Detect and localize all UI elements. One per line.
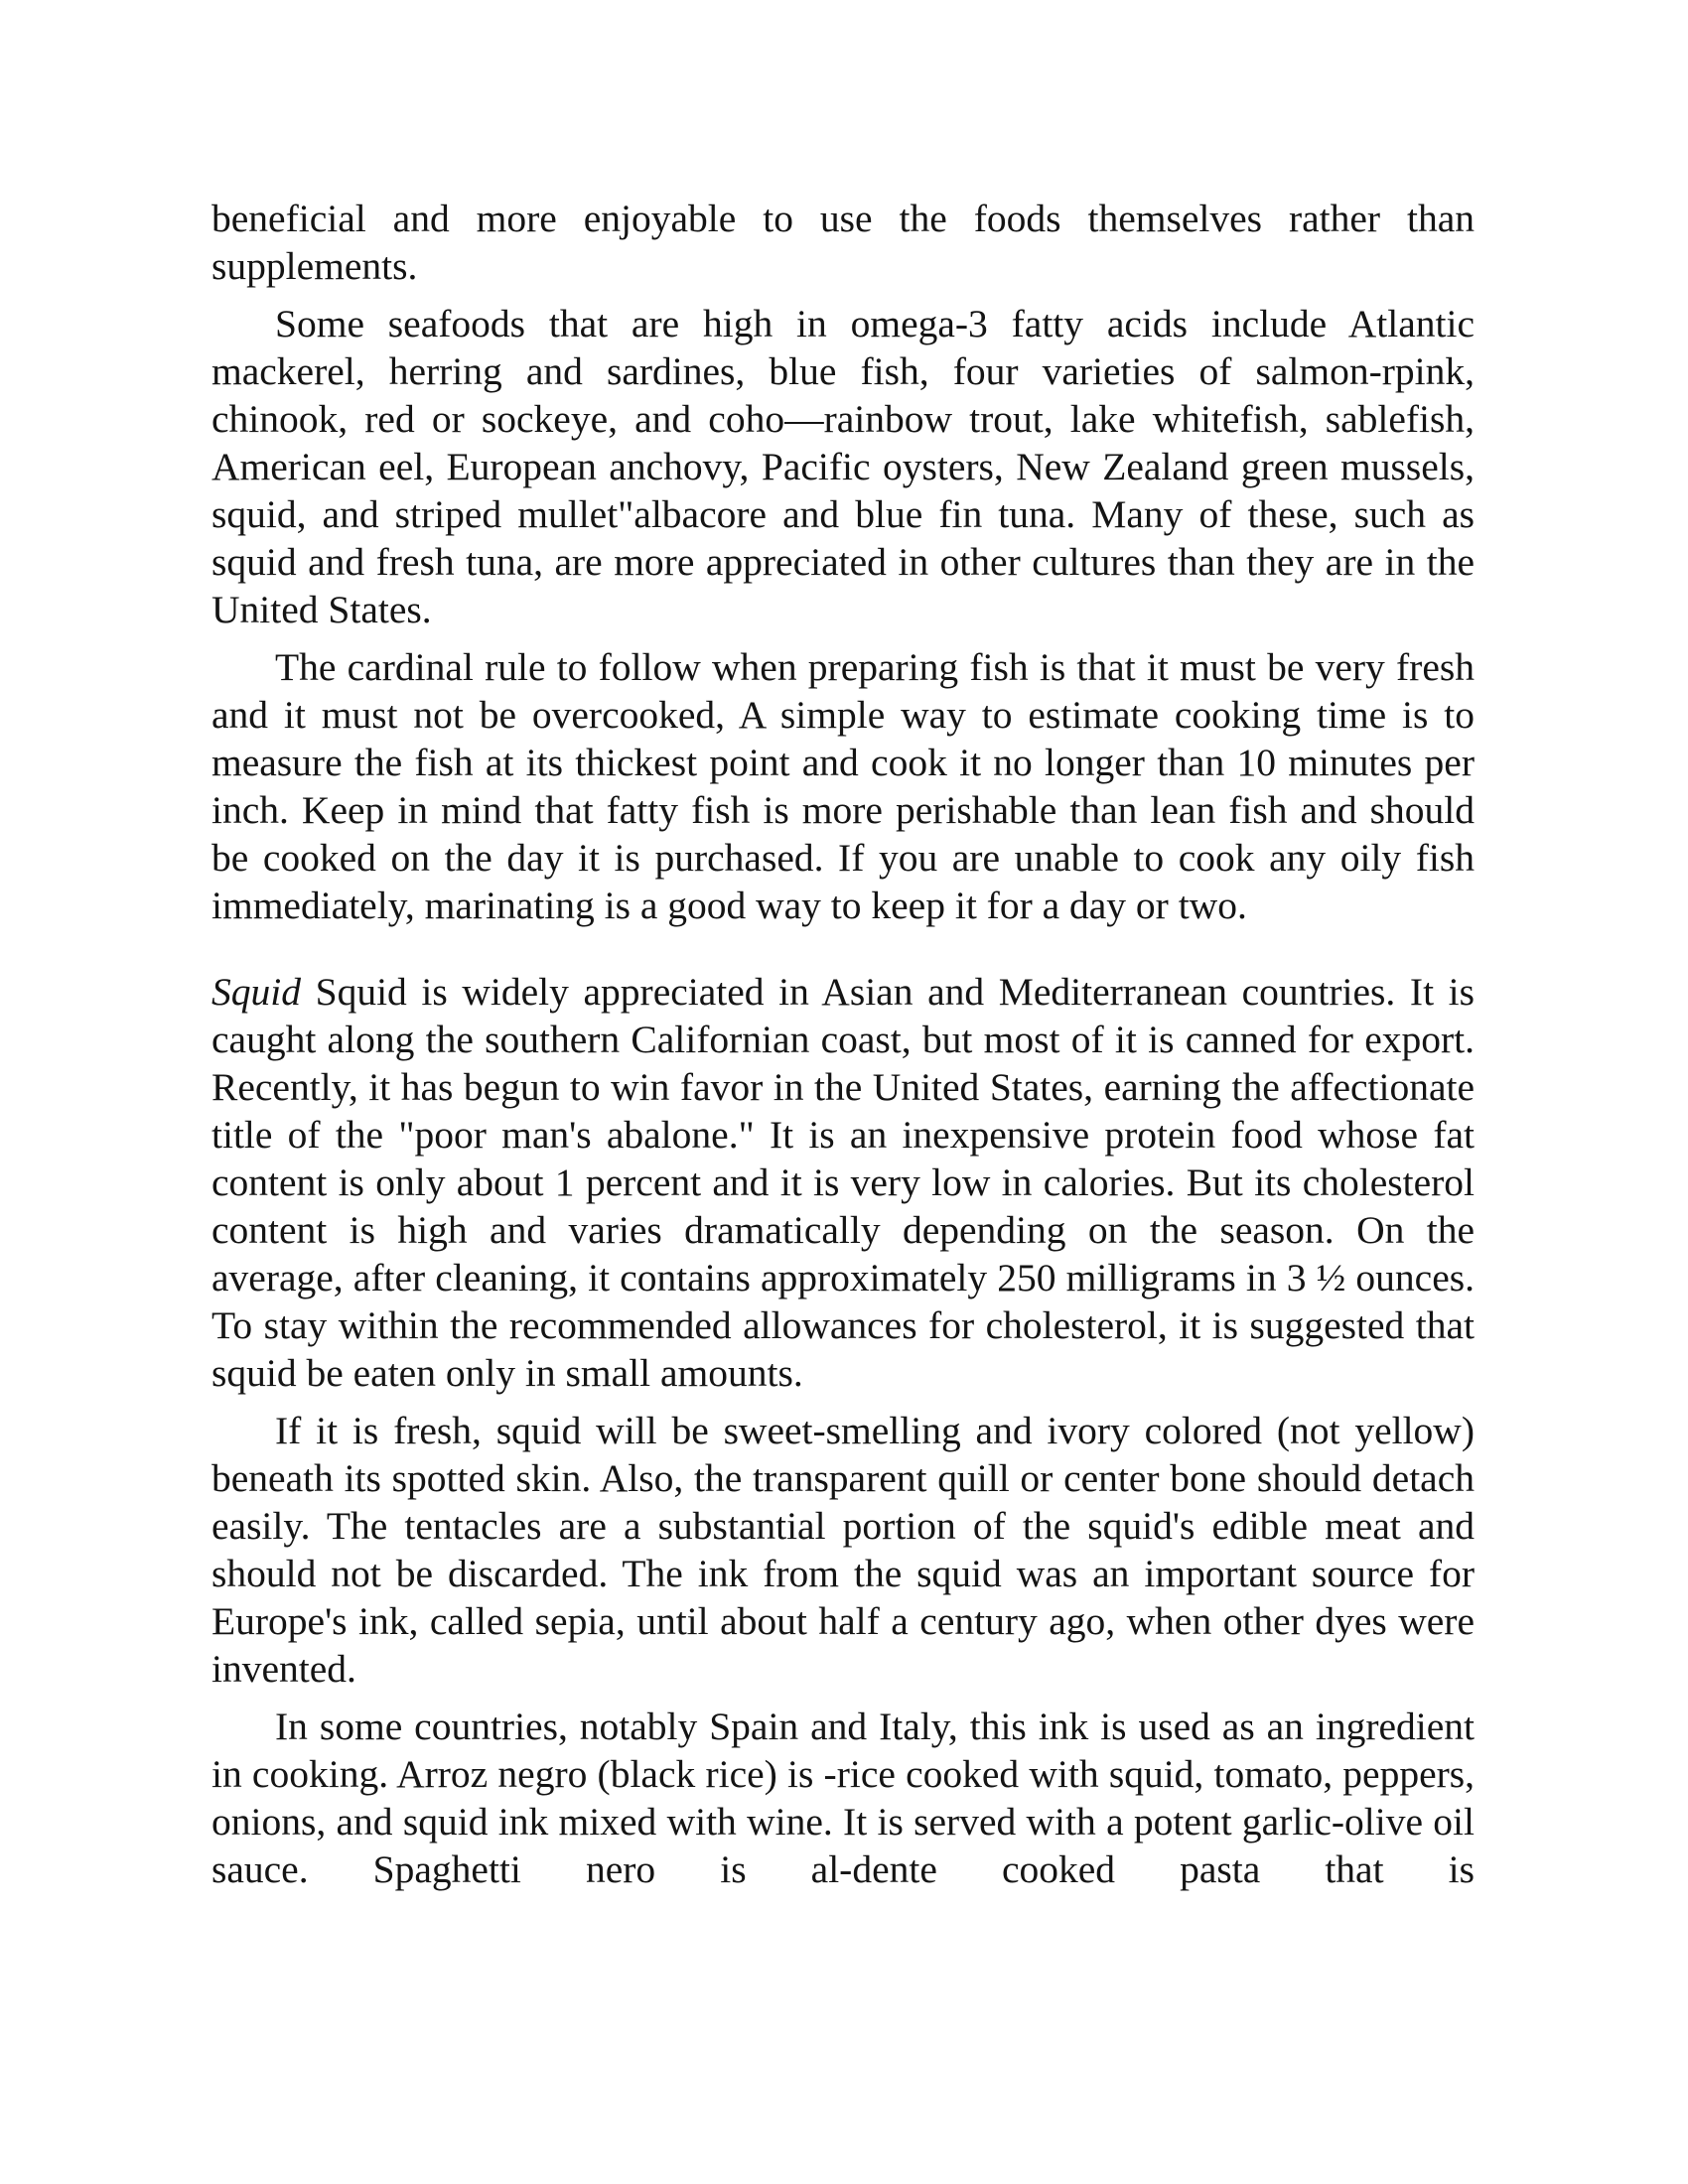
- squid-paragraph-body: Squid is widely appreciated in Asian and Mediterranean countries. It is caught along the southern Californian coast, but most of it is canned for export. Recently, it has begun to win favor in the United States, earning the affectionate title of the "poor man's abalone." It is an inexpensive protein food whose fat content is only about 1 percent and it is very low in calories. But its cholesterol content is high and varies dramatically depending on the season. On the average, after cleaning, it contains approximately 250 milligrams in 3 ½ ounces. To stay within the recommended allowances for cholesterol, it is suggested that squid be eaten only in small amounts.: [211, 970, 1476, 1395]
- paragraph-continued: beneficial and more enjoyable to use the foods themselves rather than supplements.: [211, 197, 1475, 288]
- paragraph-squid-ink-cooking: In some countries, notably Spain and Italy, this ink is used as an ingredient in cooking. Arroz negro (black rice) is -rice cooked with squid, tomato, peppers, onions, and squid ink mixed with wine. It is served with a potent garlic-olive oil sauce. Spaghetti nero is al-dente cooked pasta that is: [211, 1705, 1475, 1891]
- paragraph-squid-freshness: If it is fresh, squid will be sweet-smelling and ivory colored (not yellow) beneath its spotted skin. Also, the transparent quill or center bone should detach easily. The tentacles are a substantial portion of the squid's edible meat and should not be discarded. The ink from the squid was an important source for Europe's ink, called sepia, until about half a century ago, when other dyes were invented.: [211, 1409, 1475, 1691]
- paragraph-omega3-seafoods: Some seafoods that are high in omega-3 fatty acids include Atlantic mackerel, herring and sardines, blue fish, four varieties of salmon-rpink, chinook, red or sockeye, and coho—rainbow trout, lake whitefish, sablefish, American eel, European anchovy, Pacific oysters, New Zealand green mussels, squid, and striped mullet"albacore and blue fin tuna. Many of these, such as squid and fresh tuna, are more appreciated in other cultures than they are in the United States.: [211, 302, 1475, 631]
- document-page: [211, 195, 1475, 1903]
- paragraph-squid: [211, 968, 1475, 1397]
- paragraph-cooking-rule: The cardinal rule to follow when preparing fish is that it must be very fresh and it must not be overcooked, A simple way to estimate cooking time is to measure the fish at its thickest point and cook it no longer than 10 minutes per inch. Keep in mind that fatty fish is more perishable than lean fish and should be cooked on the day it is purchased. If you are unable to cook any oily fish immediately, marinating is a good way to keep it for a day or two.: [211, 645, 1475, 927]
- squid-run-in-heading: Squid: [211, 970, 301, 1014]
